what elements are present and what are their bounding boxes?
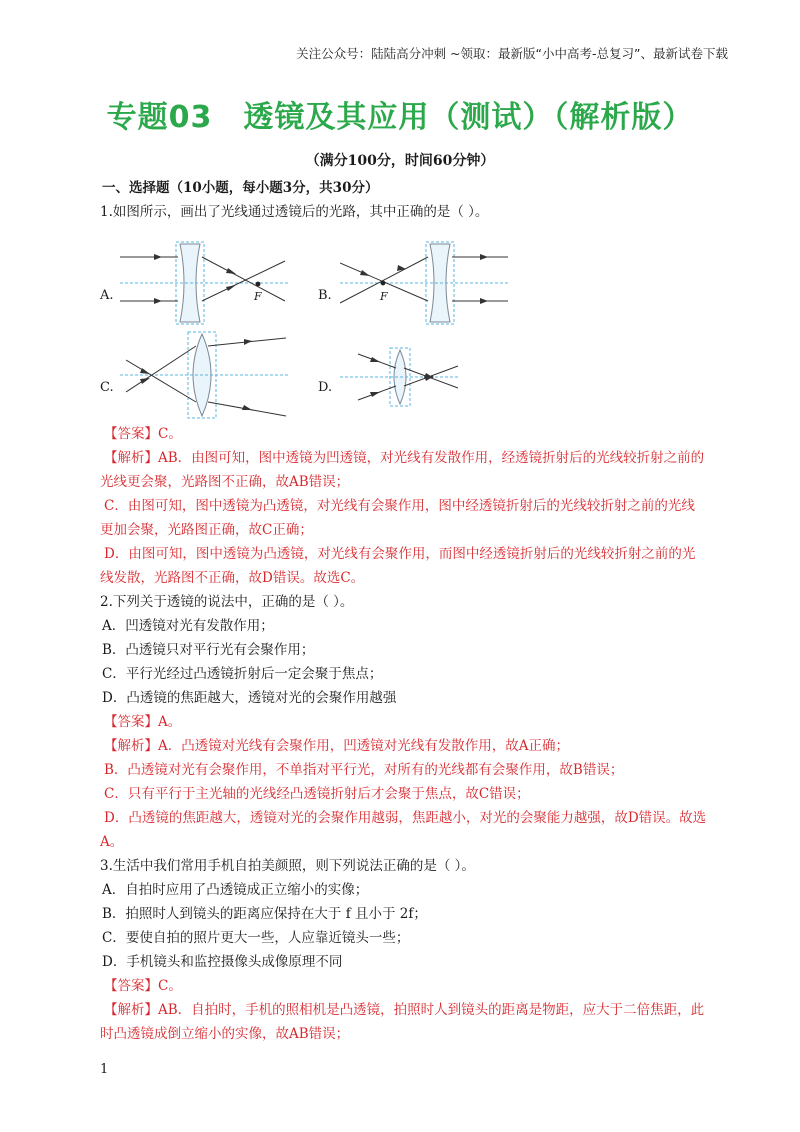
answer-tag: 【答案】: [104, 426, 158, 442]
q1-label-d: D.: [318, 380, 333, 395]
q3-analysis-line-1: 【解析】AB．自拍时，手机的照相机是凸透镜，拍照时人到镜头的距离是物距，应大于二倍焦距，此: [104, 1002, 705, 1018]
q3-answer: [100, 974, 704, 998]
q2-analysis-line-1: 【解析】A．凸透镜对光线有会聚作用，凹透镜对光线有发散作用，故A正确；: [104, 738, 569, 754]
q1-label-a: A.: [100, 288, 114, 303]
q2-option-c: C．平行光经过凸透镜折射后一定会聚于焦点；: [102, 666, 383, 682]
answer-value: C。: [158, 978, 182, 994]
section-heading: 一、选择题（10小题，每小题3分，共30分）: [102, 180, 379, 196]
page-subtitle: （满分100分，时间60分钟）: [305, 153, 495, 169]
q2-analysis-line-3: C．只有平行于主光轴的光线经凸透镜折射后才会聚于焦点，故C错误；: [104, 786, 530, 802]
page-title: 专题03 透镜及其应用（测试）（解析版）: [106, 100, 694, 135]
analysis-tag: 【解析】: [104, 450, 158, 466]
diagram-c-convex-lens: [120, 330, 290, 420]
diagram-b-concave-lens: [340, 240, 510, 326]
q2-analysis-line-5: A。: [100, 834, 124, 850]
analysis-tag: 【解析】: [104, 1002, 158, 1018]
q3-analysis-line-2: 时凸透镜成倒立缩小的实像，故AB错误；: [100, 1026, 350, 1042]
q2-analysis-line-4: D．凸透镜的焦距越大，透镜对光的会聚作用越弱，焦距越小，对光的会聚能力越强，故D错误。故选: [104, 810, 707, 826]
analysis-tag: 【解析】: [104, 738, 158, 754]
diagram-a-concave-lens: [120, 240, 290, 326]
answer-tag: 【答案】: [104, 714, 158, 730]
q1-label-b: B.: [318, 288, 332, 303]
answer-value: C。: [158, 426, 182, 442]
q1-analysis-line-1: 【解析】AB．由图可知，图中透镜为凹透镜，对光线有发散作用，经透镜折射后的光线较折射之前的: [104, 450, 705, 466]
q1-analysis-line-3: C．由图可知，图中透镜为凸透镜，对光线有会聚作用，图中经透镜折射后的光线较折射之前的光线: [104, 498, 695, 514]
q1-answer: [100, 422, 704, 446]
answer-value: A。: [158, 714, 182, 730]
q3-option-b: B．拍照时人到镜头的距离应保持在大于 f 且小于 2f；: [102, 906, 427, 922]
q3-stem: 3.生活中我们常用手机自拍美颜照，则下列说法正确的是（ ）。: [100, 858, 475, 874]
q2-stem: 2.下列关于透镜的说法中，正确的是（ ）。: [100, 594, 354, 610]
header-note: 关注公众号：陆陆高分冲刺 ~领取：最新版“小中高考-总复习”、最新试卷下载: [296, 46, 728, 61]
content: [100, 176, 707, 1046]
q2-option-d: D．凸透镜的焦距越大，透镜对光的会聚作用越强: [102, 690, 397, 706]
q1-analysis-line-5: D．由图可知，图中透镜为凸透镜，对光线有会聚作用，而图中经透镜折射后的光线较折射之前的光: [104, 546, 696, 562]
q2-option-a: A．凹透镜对光有发散作用；: [102, 618, 274, 634]
focus-f-b: F: [380, 290, 388, 303]
q1-analysis-line-2: 光线更会聚，光路图不正确，故AB错误；: [100, 474, 350, 490]
q1-analysis-line-4: 更加会聚，光路图正确，故C正确；: [100, 522, 313, 538]
q2-answer: [100, 710, 704, 734]
q2-analysis-line-2: B．凸透镜对光有会聚作用，不单指对平行光，对所有的光线都有会聚作用，故B错误；: [104, 762, 624, 778]
focus-f-a: F: [254, 290, 262, 303]
q1-stem: 1.如图所示，画出了光线通过透镜后的光路，其中正确的是（ ）。: [100, 204, 489, 220]
page-number: 1: [100, 1062, 109, 1077]
q2-option-b: B．凸透镜只对平行光有会聚作用；: [102, 642, 315, 658]
q1-label-c: C.: [100, 380, 114, 395]
q3-option-a: A．自拍时应用了凸透镜成正立缩小的实像；: [102, 882, 369, 898]
q1-diagrams: [100, 226, 704, 422]
q3-option-d: D．手机镜头和监控摄像头成像原理不同: [102, 954, 343, 970]
q3-option-c: C．要使自拍的照片更大一些，人应靠近镜头一些；: [102, 930, 410, 946]
answer-tag: 【答案】: [104, 978, 158, 994]
diagram-d-convex-lens: [340, 342, 510, 412]
q1-analysis-line-6: 线发散，光路图不正确，故D错误。故选C。: [100, 570, 365, 586]
